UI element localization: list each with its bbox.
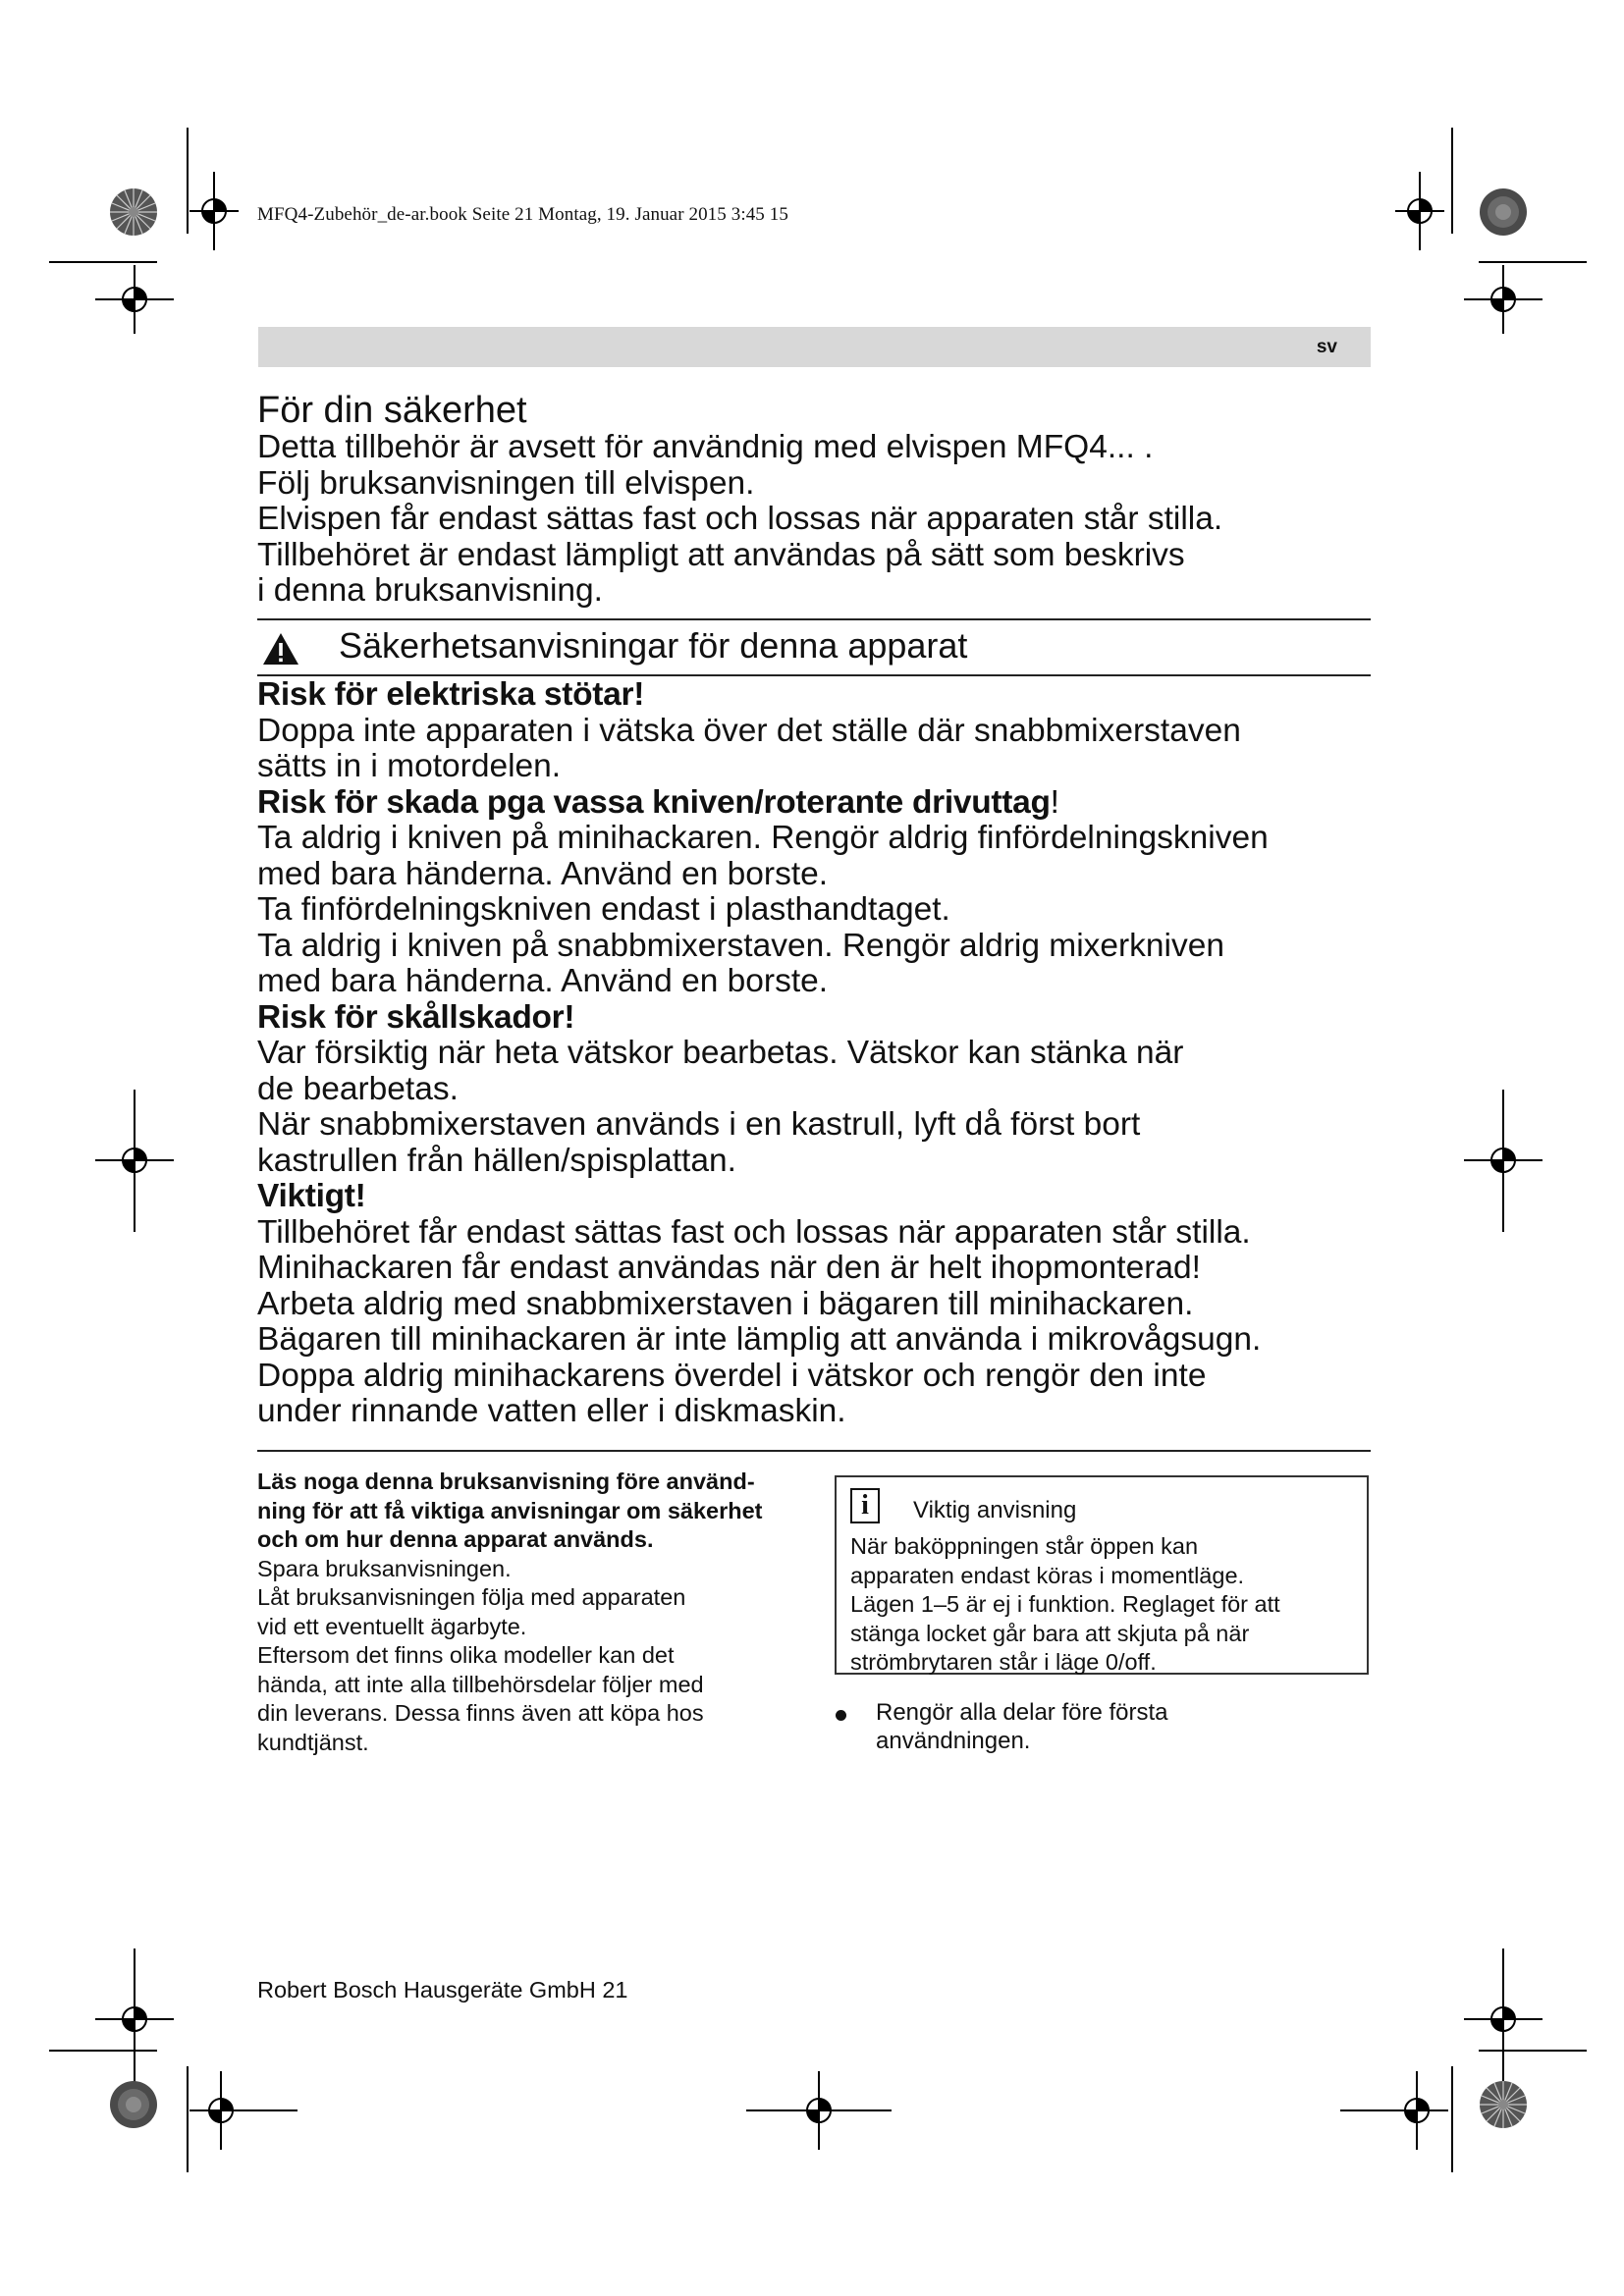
risk-heading-knife: Risk för skada pga vassa kniven/roterante drivuttag!	[257, 783, 1059, 821]
paragraph-line: Ta aldrig i kniven på minihackaren. Rengör aldrig finfördelningskniven	[257, 820, 1269, 856]
registration-mark-icon	[95, 265, 174, 334]
paragraph-line: Ta finfördelningskniven endast i plasthandtaget.	[257, 891, 950, 928]
paragraph-line: sätts in i motordelen.	[257, 748, 562, 784]
paragraph-line: Arbeta aldrig med snabbmixerstaven i bägaren till minihackaren.	[257, 1285, 1194, 1322]
divider	[257, 618, 1371, 620]
language-code: sv	[1316, 337, 1337, 357]
info-line: När baköppningen står öppen kan	[850, 1533, 1199, 1559]
registration-mark-icon	[1395, 172, 1444, 250]
paragraph-line: Detta tillbehör är avsett för användnig med elvispen MFQ4... .	[257, 429, 1154, 465]
paragraph-line: När snabbmixerstaven används i en kastrull, lyft då först bort	[257, 1106, 1141, 1143]
density-disc-icon	[108, 187, 159, 238]
notice-line: din leverans. Dessa finns även att köpa hos	[257, 1700, 704, 1726]
notice-bold-line: ning för att få viktiga anvisningar om säkerhet	[257, 1497, 763, 1523]
risk-heading-scald: Risk för skållskador!	[257, 998, 575, 1036]
bullet-icon	[836, 1710, 846, 1721]
registration-mark-icon	[1464, 265, 1543, 334]
paragraph-line: Doppa inte apparaten i vätska över det ställe där snabbmixerstaven	[257, 712, 1241, 749]
language-bar	[258, 327, 1371, 367]
density-disc-icon	[1478, 2079, 1529, 2130]
registration-mark-icon	[1464, 1949, 1543, 2091]
registration-mark-icon	[1464, 1090, 1543, 1232]
paragraph-line: Bägaren till minihackaren är inte lämplig att använda i mikrovågsugn.	[257, 1321, 1262, 1358]
bullet-line: användningen.	[876, 1728, 1031, 1754]
paragraph-line: kastrullen från hällen/spisplattan.	[257, 1142, 736, 1179]
paragraph-line: Tillbehöret är endast lämpligt att användas på sätt som beskrivs	[257, 536, 1185, 573]
density-disc-icon	[1478, 187, 1529, 238]
file-header: MFQ4-Zubehör_de-ar.book Seite 21 Montag, 19. Januar 2015 3:45 15	[257, 204, 788, 225]
paragraph-line: med bara händerna. Använd en borste.	[257, 855, 829, 892]
paragraph-line: under rinnande vatten eller i diskmaskin.	[257, 1393, 846, 1429]
risk-heading-electric: Risk för elektriska stötar!	[257, 676, 645, 713]
paragraph-line: med bara händerna. Använd en borste.	[257, 963, 829, 999]
info-box-text	[850, 1532, 1280, 1678]
divider	[257, 1450, 1371, 1452]
notice-line: Spara bruksanvisningen.	[257, 1555, 512, 1581]
bullet-item	[876, 1698, 1168, 1755]
registration-mark-icon	[95, 1949, 174, 2091]
info-box-title: Viktig anvisning	[913, 1497, 1077, 1523]
paragraph-line: Elvispen får endast sättas fast och lossas när apparaten står stilla.	[257, 501, 1223, 537]
registration-mark-icon	[95, 1090, 174, 1232]
paragraph-line: Följ bruksanvisningen till elvispen.	[257, 464, 755, 502]
notice-bold-line: och om hur denna apparat används.	[257, 1526, 654, 1552]
paragraph-line: Doppa aldrig minihackarens överdel i vätskor och rengör den inte	[257, 1357, 1207, 1394]
notice-line: Eftersom det finns olika modeller kan det	[257, 1642, 675, 1668]
manual-notice	[257, 1468, 807, 1757]
paragraph-line: Ta aldrig i kniven på snabbmixerstaven. Rengör aldrig mixerkniven	[257, 927, 1225, 964]
paragraph-line: Var försiktig när heta vätskor bearbetas. Vätskor kan stänka när	[257, 1035, 1184, 1071]
info-line: stänga locket går bara att skjuta på när	[850, 1620, 1250, 1646]
warning-triangle-icon	[261, 631, 300, 667]
info-line: apparaten endast köras i momentläge.	[850, 1562, 1245, 1588]
notice-line: Låt bruksanvisningen följa med apparaten	[257, 1584, 686, 1610]
notice-line: kundtjänst.	[257, 1729, 369, 1755]
registration-mark-icon	[746, 2071, 892, 2150]
registration-mark-icon	[1340, 2071, 1448, 2150]
safety-instructions-body	[257, 677, 1269, 1430]
info-box	[835, 1475, 1369, 1675]
bullet-line: Rengör alla delar före första	[876, 1699, 1168, 1726]
notice-line: hända, att inte alla tillbehörsdelar följer med	[257, 1671, 704, 1697]
paragraph-line: Minihackaren får endast användas när den är helt ihopmonterad!	[257, 1250, 1201, 1286]
info-icon: i	[850, 1488, 880, 1523]
safety-intro	[257, 430, 1222, 610]
important-heading: Viktigt!	[257, 1178, 366, 1214]
notice-line: vid ett eventuellt ägarbyte.	[257, 1613, 527, 1639]
section-title-safety: För din säkerhet	[257, 390, 527, 431]
section-title-safety-instructions: Säkerhetsanvisningar för denna apparat	[339, 625, 968, 666]
density-disc-icon	[108, 2079, 159, 2130]
paragraph-line: i denna bruksanvisning.	[257, 572, 603, 609]
info-line: Lägen 1–5 är ej i funktion. Reglaget för att	[850, 1591, 1280, 1617]
page-footer: Robert Bosch Hausgeräte GmbH 21	[257, 1977, 628, 2002]
paragraph-line: de bearbetas.	[257, 1070, 459, 1107]
info-line: strömbrytaren står i läge 0/off.	[850, 1649, 1157, 1675]
paragraph-line: Tillbehöret får endast sättas fast och lossas när apparaten står stilla.	[257, 1213, 1251, 1251]
registration-mark-icon	[189, 172, 239, 250]
notice-bold-line: Läs noga denna bruksanvisning före använd-	[257, 1468, 755, 1494]
registration-mark-icon	[189, 2071, 298, 2150]
